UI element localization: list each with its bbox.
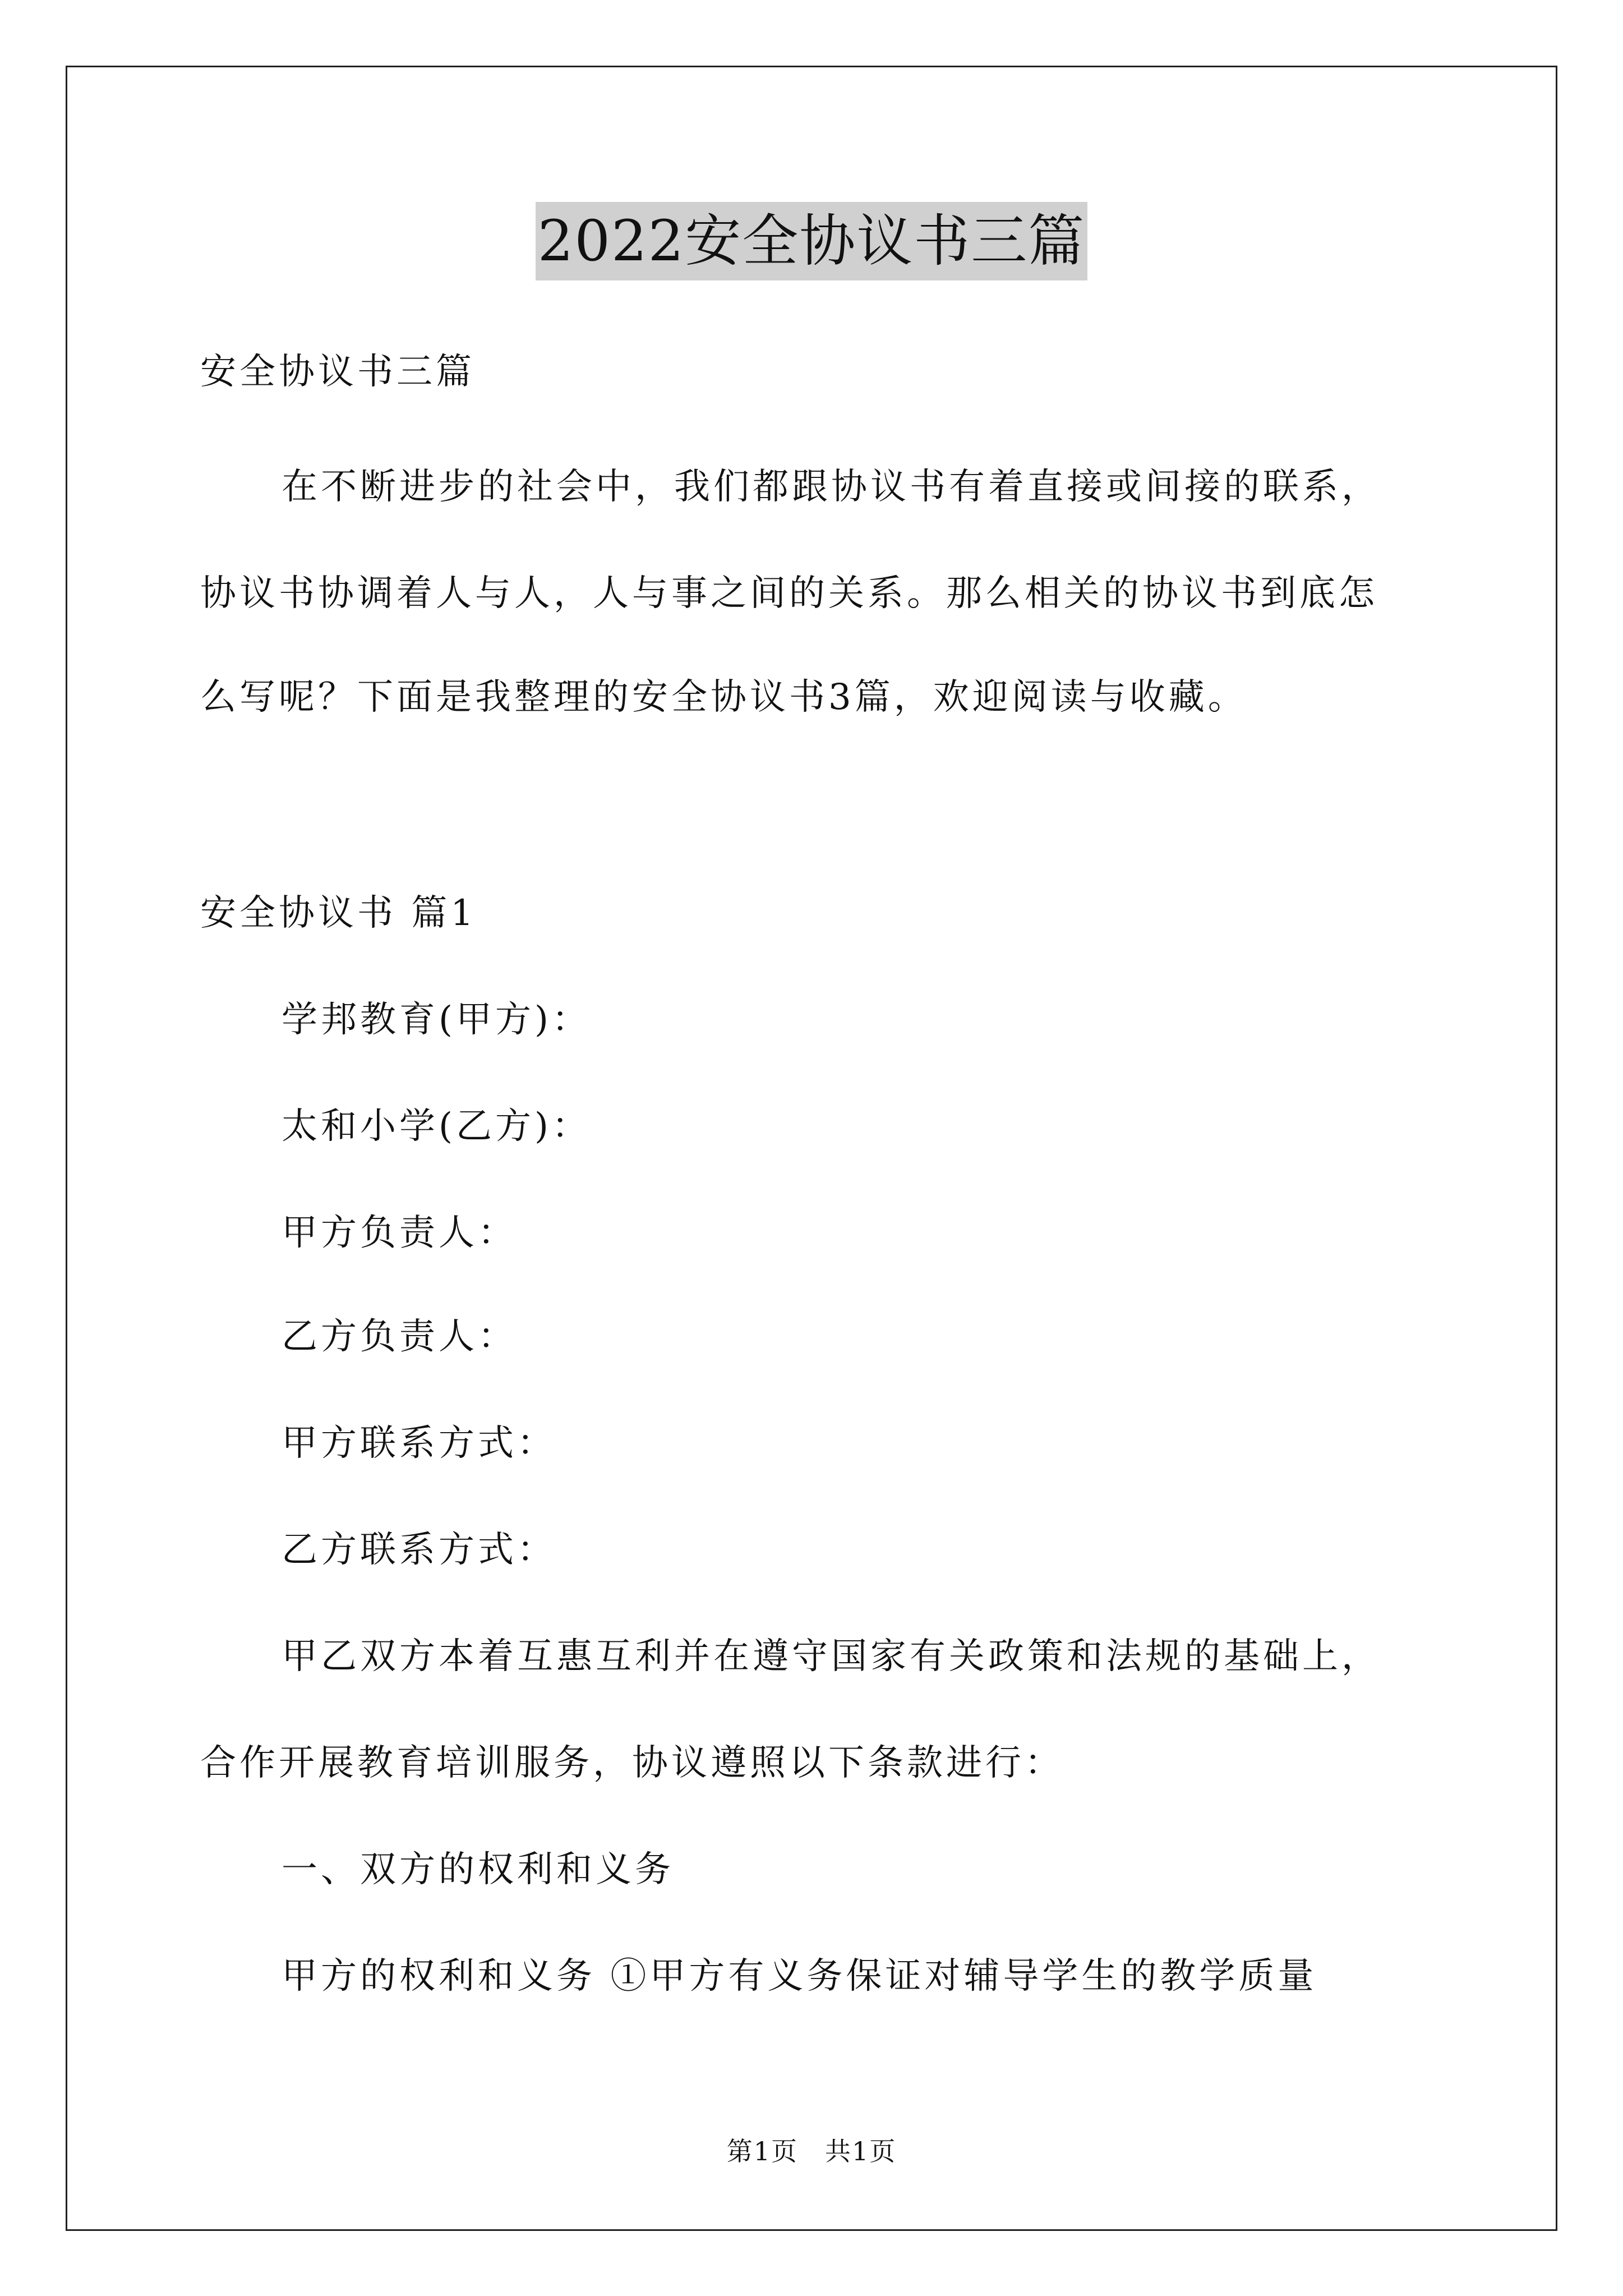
intro-paragraph-line-2: 协议书协调着人与人，人与事之间的关系。那么相关的协议书到底怎 xyxy=(200,573,1378,614)
party-a-person-line: 甲方负责人： xyxy=(282,1212,517,1254)
party-b-person-line: 乙方负责人： xyxy=(282,1316,517,1358)
clause-text: 甲方的权利和义务 ①甲方有义务保证对辅导学生的教学质量 xyxy=(282,1955,1317,1997)
section-heading: 安全协议书 篇1 xyxy=(200,892,477,934)
intro-paragraph-line-3: 么写呢？下面是我整理的安全协议书3篇，欢迎阅读与收藏。 xyxy=(200,677,1247,718)
party-a-line: 学邦教育(甲方)： xyxy=(282,999,591,1041)
document-subtitle: 安全协议书三篇 xyxy=(200,351,475,393)
page-number-footer: 第1页 共1页 xyxy=(726,2136,897,2166)
intro-paragraph-line-1: 在不断进步的社会中，我们都跟协议书有着直接或间接的联系， xyxy=(282,466,1381,508)
clause-heading: 一、双方的权利和义务 xyxy=(282,1849,674,1890)
party-a-contact-line: 甲方联系方式： xyxy=(282,1423,556,1464)
document-title-text: 2022安全协议书三篇 xyxy=(536,202,1088,280)
agreement-paragraph-line-2: 合作开展教育培训服务，协议遵照以下条款进行： xyxy=(200,1742,1064,1784)
document-title xyxy=(0,202,1623,280)
party-b-line: 太和小学(乙方)： xyxy=(282,1106,591,1147)
agreement-paragraph-line-1: 甲乙双方本着互惠互利并在遵守国家有关政策和法规的基础上， xyxy=(282,1636,1381,1677)
party-b-contact-line: 乙方联系方式： xyxy=(282,1529,556,1571)
